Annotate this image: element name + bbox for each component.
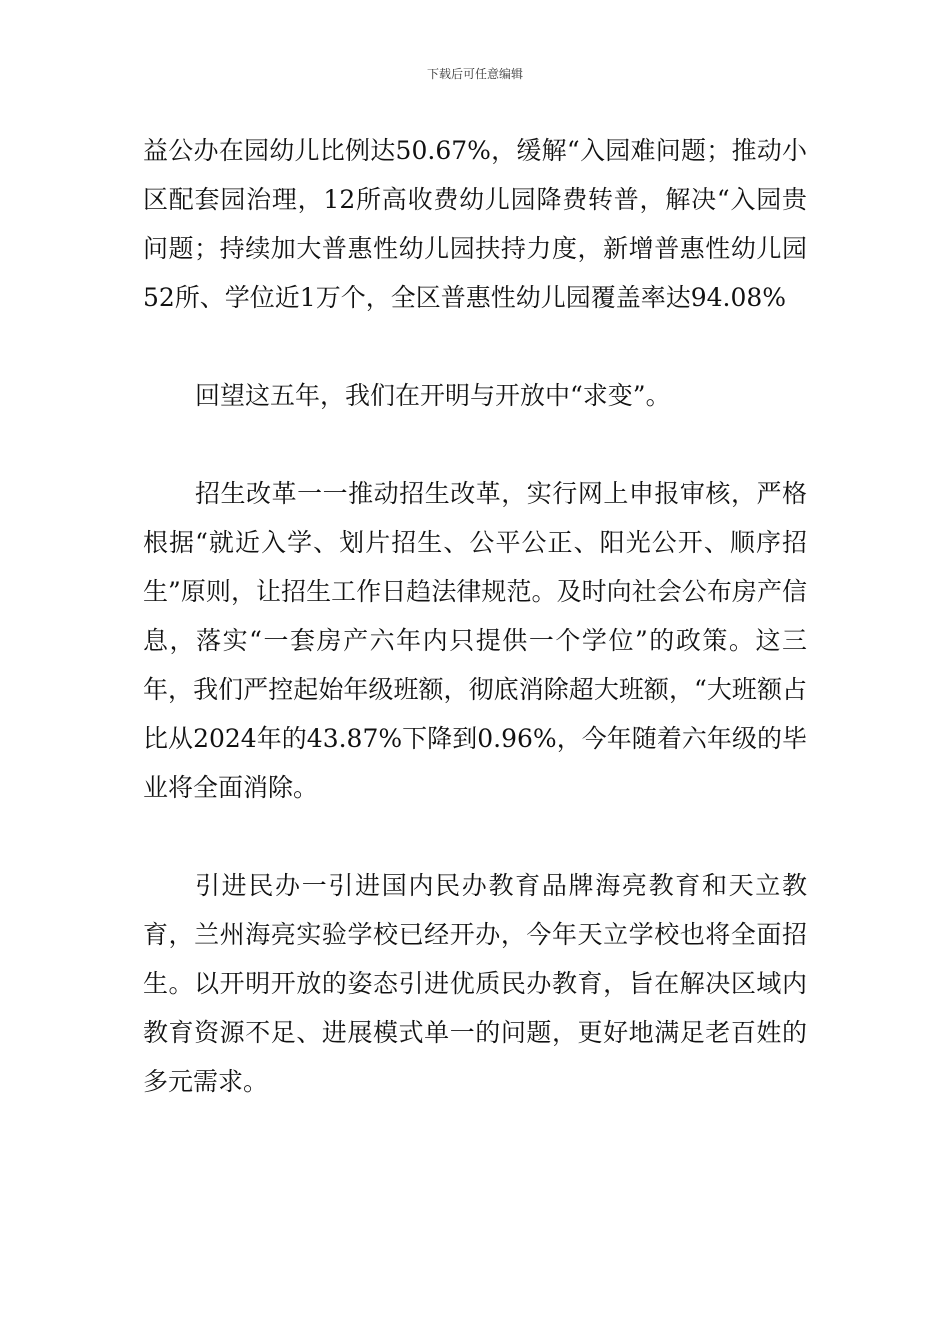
paragraph-review: 回望这五年，我们在开明与开放中“求变”。	[195, 381, 671, 410]
paragraph-continued: 益公办在园幼儿比例达50.67%，缓解“入园难问题；推动小区配套园治理，12所高收费幼儿园降费转普，解决“入园贵问题；持续加大普惠性幼儿园扶持力度，新增普惠性幼儿园52所、学位近1万个，全区普惠性幼儿园覆盖率达94.08%	[143, 136, 807, 312]
page-header: 下载后可任意编辑	[426, 67, 523, 81]
paragraph-private-education: 引进民办一引进国内民办教育品牌海亮教育和天立教育，兰州海亮实验学校已经开办，今年天立学校也将全面招生。以开明开放的姿态引进优质民办教育，旨在解决区域内教育资源不足、进展模式单一的问题，更好地满足老百姓的多元需求。	[143, 871, 807, 1096]
paragraph-enrollment-reform: 招生改革一一推动招生改革，实行网上申报审核，严格根据“就近入学、划片招生、公平公正、阳光公开、顺序招生”原则，让招生工作日趋法律规范。及时向社会公布房产信息，落实“一套房产六年内只提供一个学位”的政策。这三年，我们严控起始年级班额，彻底消除超大班额，“大班额占比从2024年的43.87%下降到0.96%，今年随着六年级的毕业将全面消除。	[143, 479, 807, 802]
document-body	[143, 126, 807, 1106]
